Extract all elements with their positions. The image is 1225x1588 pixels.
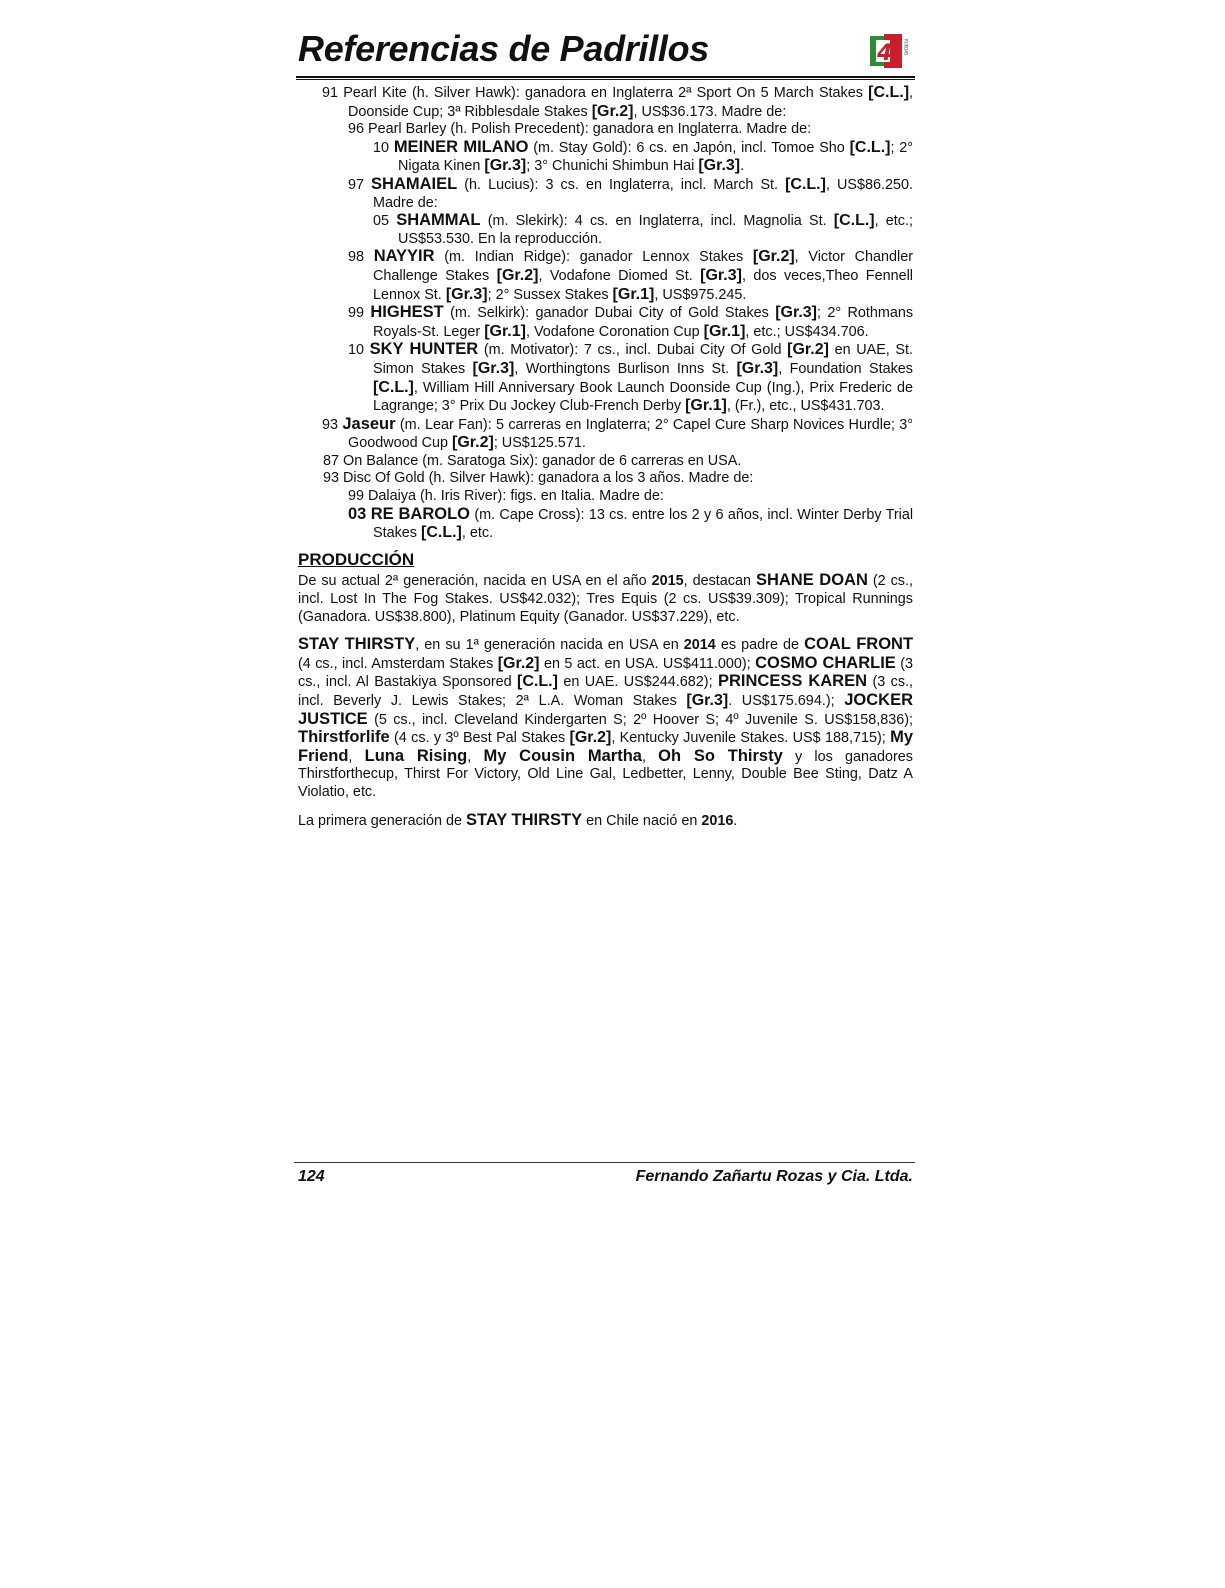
publisher-logo [866,30,912,70]
pedigree-entry: 97 SHAMAIEL (h. Lucius): 3 cs. en Inglaterra, incl. March St. [C.L.], US$86.250. Madre de: [348,174,913,211]
section-heading-produccion: PRODUCCIÓN [298,549,415,569]
page-title: Referencias de Padrillos [298,28,709,69]
paragraph: De su actual 2ª generación, nacida en USA en el año 2015, destacan SHANE DOAN (2 cs., incl. Lost In The Fog Stakes. US$42.032); Tres Equis (2 cs. US$39.309); Tropical Runnings (Ganadora. US$38.800), Platinum Equity (Ganador. US$37.229), etc. [298,571,913,625]
pedigree-entry: 05 SHAMMAL (m. Slekirk): 4 cs. en Inglaterra, incl. Magnolia St. [C.L.], etc.; US$53.530. En la reproducción. [373,211,913,247]
header-rule [296,76,915,80]
pedigree-entry: 10 SKY HUNTER (m. Motivator): 7 cs., incl. Dubai City Of Gold [Gr.2] en UAE, St. Simon Stakes [Gr.3], Worthingtons Burlison Inns St. [Gr.3], Foundation Stakes [C.L.], William Hill Anniversary Book Launch Doonside Cup (Ing.), Prix Frederic de Lagrange; 3° Prix Du Jockey Club-French Derby [Gr.1], (Fr.), etc., US$431.703. [348,340,914,415]
pedigree-entry: 93 Disc Of Gold (h. Silver Hawk): ganadora a los 3 años. Madre de: [323,470,754,487]
logo-side-text: RUEDAS [903,39,909,56]
pedigree-entry: 03 RE BAROLO (m. Cape Cross): 13 cs. entre los 2 y 6 años, incl. Winter Derby Trial Stakes [C.L.], etc. [348,504,914,542]
document-body [298,84,913,840]
logo-number: 4 [877,41,893,66]
pedigree-entry: 93 Jaseur (m. Lear Fan): 5 carreras en Inglaterra; 2° Capel Cure Sharp Novices Hurdle; 3° Goodwood Cup [Gr.2]; US$125.571. [322,414,914,452]
pedigree-entry: 10 MEINER MILANO (m. Stay Gold): 6 cs. en Japón, incl. Tomoe Sho [C.L.]; 2° Nigata Kinen [Gr.3]; 3° Chunichi Shimbun Hai [Gr.3]. [373,137,914,175]
pedigree-entry: 99 Dalaiya (h. Iris River): figs. en Italia. Madre de: [348,488,664,505]
pedigree-entry: 91 Pearl Kite (h. Silver Hawk): ganadora en Inglaterra 2ª Sport On 5 March Stakes [C.L.], Doonside Cup; 3ª Ribblesdale Stakes [Gr.2], US$36.173. Madre de: [322,84,914,120]
pedigree-entry: 98 NAYYIR (m. Indian Ridge): ganador Lennox Stakes [Gr.2], Victor Chandler Challenge Stakes [Gr.2], Vodafone Diomed St. [Gr.3], dos veces,Theo Fennell Lennox St. [Gr.3]; 2° Sussex Stakes [Gr.1], US$975.245. [348,247,913,303]
footer-rule [294,1162,915,1163]
pedigree-entry: 99 HIGHEST (m. Selkirk): ganador Dubai City of Gold Stakes [Gr.3]; 2° Rothmans Royals-St. Leger [Gr.1], Vodafone Coronation Cup [Gr.1], etc.; US$434.706. [348,303,914,340]
paragraph: STAY THIRSTY, en su 1ª generación nacida en USA en 2014 es padre de COAL FRONT (4 cs., incl. Amsterdam Stakes [Gr.2] en 5 act. en USA. US$411.000); COSMO CHARLIE (3 cs., incl. Al Bastakiya Sponsored [C.L.] en UAE. US$244.682); PRINCESS KAREN (3 cs., incl. Beverly J. Lewis Stakes; 2ª L.A. Woman Stakes [Gr.3]. US$175.694.); JOCKER JUSTICE (5 cs., incl. Cleveland Kindergarten S; 2º Hoover S; 4º Juvenile S. US$158,836); Thirstforlife (4 cs. y 3º Best Pal Stakes [Gr.2], Kentucky Juvenile Stakes. US$ 188,715); My Friend, Luna Rising, My Cousin Martha, Oh So Thirsty y los ganadores Thirstforthecup, Thirst For Victory, Old Line Gal, Ledbetter, Lenny, Double Bee Sting, Datz A Violatio, etc. [298,635,914,800]
paragraph: La primera generación de STAY THIRSTY en Chile nació en 2016. [298,810,738,829]
pedigree-entry: 87 On Balance (m. Saratoga Six): ganador de 6 carreras en USA. [323,452,742,469]
pedigree-entry: 96 Pearl Barley (h. Polish Precedent): ganadora en Inglaterra. Madre de: [348,121,812,138]
page-number: 124 [298,1168,325,1185]
footer-company: Fernando Zañartu Rozas y Cia. Ltda. [635,1168,913,1185]
